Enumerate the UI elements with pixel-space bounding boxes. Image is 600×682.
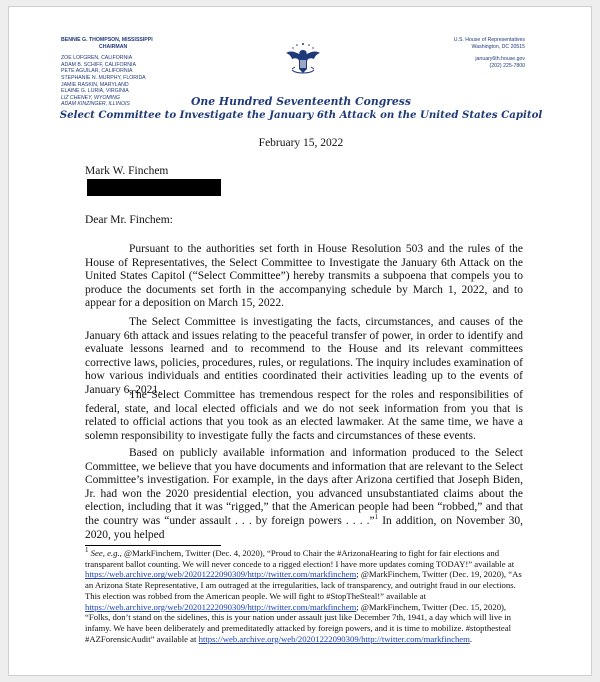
letter-date: February 15, 2022 bbox=[258, 137, 344, 149]
redacted-address-block bbox=[87, 179, 221, 196]
paragraph: The Select Committee has tremendous respect for the roles and responsibilities of federal, state, and local elected officials and we do not seek information from you that is related to official actions that you took as an elected lawmaker. At the same time, we have a solemn responsibility to investigate fully the facts and circumstances of these events. bbox=[85, 389, 523, 442]
archive-link[interactable]: https://web.archive.org/web/20201222090309/http://twitter.com/markfinchem bbox=[85, 601, 357, 612]
footnote-number: 1 bbox=[85, 546, 89, 555]
footnote-text: , @MarkFinchem, Twitter (Dec. 4, 2020), “Proud to Chair the #ArizonaHearing to fight for fair elections and transparent ballot counting. We will never concede to a rigged election! I have more updates coming TODAY!” available at bbox=[85, 548, 515, 569]
footnote-text: ; @MarkFinchem, Twitter (Dec. 19, 2020), “As an Arizona State Representative, I am outraged at the irregularities, lack of transparency, and outright fraud in our elections. This election was robbed from the American people. We will fight to #StopTheSteal!” available at bbox=[85, 569, 522, 601]
phone-number: (202) 225-7800 bbox=[489, 62, 525, 69]
eagle-seal-icon bbox=[283, 39, 323, 79]
footnote-text: . bbox=[469, 633, 473, 644]
footnote bbox=[85, 548, 525, 644]
committee-member: PETE AGUILAR, CALIFORNIA bbox=[61, 68, 133, 75]
address-line-2: Washington, DC 20515 bbox=[471, 43, 525, 50]
chairman-name: BENNIE G. THOMPSON, MISSISSIPPI bbox=[61, 37, 153, 43]
archive-link[interactable]: https://web.archive.org/web/20201222090309/http://twitter.com/markfinchem bbox=[198, 633, 470, 644]
footnote-divider bbox=[85, 545, 221, 546]
committee-member: STEPHANIE N. MURPHY, FLORIDA bbox=[61, 74, 146, 81]
chairman-title: CHAIRMAN bbox=[99, 43, 128, 50]
salutation: Dear Mr. Finchem: bbox=[85, 214, 173, 226]
committee-heading: Select Committee to Investigate the January 6th Attack on the United States Capitol bbox=[59, 109, 543, 121]
paragraph-text: Based on publicly available information and information produced to the Select Committee, we believe that you have documents and information that are relevant to the Select Committee’s investigation. For example, in the days after Arizona certified that Joseph Biden, Jr. had won the 2020 presidential election, you advanced unsubstantiated claims about the election, including that it was “rigged,” that the American people had been “robbed,” and that the country was “under assault . . . by foreign powers . . . .” bbox=[85, 447, 523, 527]
paragraph: Pursuant to the authorities set forth in House Resolution 503 and the rules of the House of Representatives, the Select Committee to Investigate the January 6th Attack on the United States Capitol (“Select Committee”) hereby transmits a subpoena that compels you to produce the documents set forth in the accompanying schedule by March 1, 2022, and to appear for a deposition on March 15, 2022. bbox=[85, 243, 523, 310]
committee-member: ADAM KINZINGER, ILLINOIS bbox=[61, 101, 130, 108]
committee-member: LIZ CHENEY, WYOMING bbox=[61, 94, 120, 101]
footnote-reference[interactable]: 1 bbox=[374, 513, 379, 522]
letter-page bbox=[8, 6, 592, 676]
archive-link[interactable]: https://web.archive.org/web/20201222090309/http://twitter.com/markfinchem bbox=[85, 569, 357, 580]
footnote-signal: See, e.g. bbox=[90, 548, 120, 558]
website-link[interactable]: january6th.house.gov bbox=[475, 56, 525, 63]
committee-member: JAMIE RASKIN, MARYLAND bbox=[61, 81, 129, 88]
address-line-1: U.S. House of Representatives bbox=[453, 37, 525, 43]
committee-member: ELAINE G. LURIA, VIRGINIA bbox=[61, 88, 129, 95]
congress-heading: One Hundred Seventeenth Congress bbox=[191, 95, 411, 108]
addressee-name: Mark W. Finchem bbox=[85, 165, 169, 177]
paragraph-text: In addition, on November 30, 2020, you helped bbox=[85, 514, 523, 541]
letterhead-address bbox=[454, 37, 525, 69]
paragraph bbox=[85, 447, 523, 542]
footnote-text: ; @MarkFinchem, Twitter (Dec. 15, 2020), “Folks, don’t stand on the sidelines, this is your nation under assault just like December 7th, 1941, a day which will live in infamy. We have been deliberately and premeditatedly attacked by foreign powers, and it is time to mobilize. #stopthesteal #AZForensicAudit” available at bbox=[85, 601, 512, 644]
committee-member: ZOE LOFGREN, CALIFORNIA bbox=[61, 55, 133, 62]
committee-member: ADAM B. SCHIFF, CALIFORNIA bbox=[61, 61, 136, 68]
paragraph: The Select Committee is investigating the facts, circumstances, and causes of the January 6th attack and issues relating to the peaceful transfer of power, in order to identify and evaluate lessons learned and to recommend to the House and its relevant committees corrective laws, policies, procedures, rules, or regulations. The inquiry includes examination of how various individuals and entities coordinated their activities leading up to the events of January 6, 2021. bbox=[85, 316, 523, 396]
